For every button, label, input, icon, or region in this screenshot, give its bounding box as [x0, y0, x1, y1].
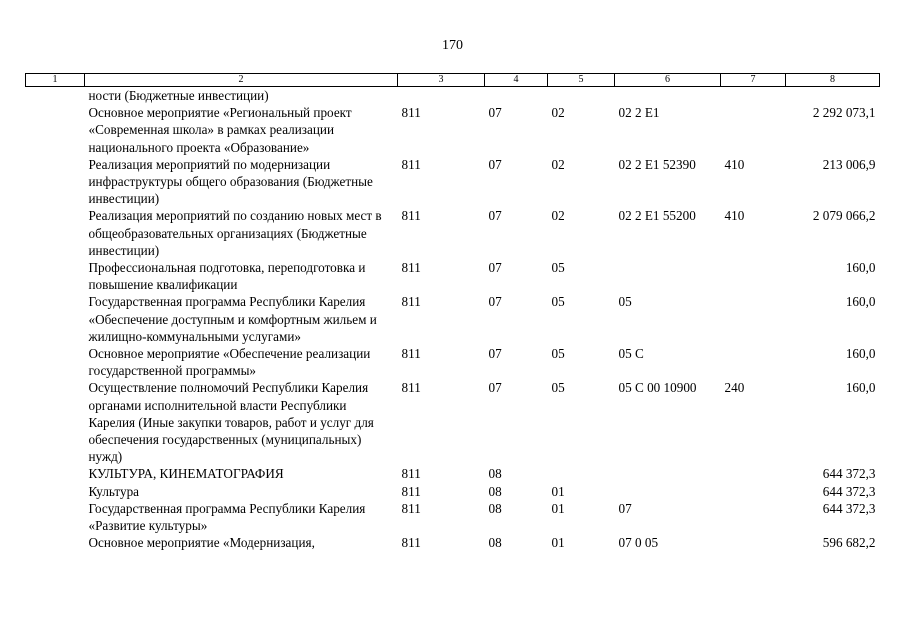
- target-article-cell: [615, 483, 721, 500]
- subsection-code-cell: 01: [551, 500, 565, 516]
- subsection-code-cell: 02: [551, 156, 565, 172]
- column-header: 2: [85, 74, 398, 87]
- amount-cell: 644 372,3: [822, 500, 876, 516]
- table-row: [26, 465, 880, 482]
- table-row: [26, 379, 880, 465]
- column-header: 3: [398, 74, 485, 87]
- description-cell: КУЛЬТУРА, КИНЕМАТОГРАФИЯ: [88, 466, 284, 482]
- column-number-header-row: [26, 74, 880, 87]
- target-article-cell: 05: [618, 294, 632, 310]
- section-code-cell: 07: [488, 294, 502, 310]
- expense-type-cell: [721, 259, 786, 293]
- amount-cell: 596 682,2: [822, 535, 876, 551]
- ministry-code-cell: 811: [401, 483, 421, 499]
- row-number-cell: [26, 465, 85, 482]
- expense-type-cell: [721, 500, 786, 534]
- amount-cell: 213 006,9: [822, 156, 876, 172]
- section-code-cell: 08: [488, 500, 502, 516]
- row-number-cell: [26, 345, 85, 379]
- expense-type-cell: [721, 483, 786, 500]
- target-article-cell: 07: [618, 500, 632, 516]
- table-row: [26, 345, 880, 379]
- expense-type-cell: [721, 534, 786, 551]
- table-body: [26, 87, 880, 552]
- subsection-code-cell: [548, 465, 615, 482]
- subsection-code-cell: 05: [551, 260, 565, 276]
- target-article-cell: [615, 259, 721, 293]
- table-row: [26, 534, 880, 551]
- table-row: [26, 483, 880, 500]
- amount-cell: [786, 87, 880, 105]
- expense-type-cell: 240: [724, 380, 745, 396]
- row-number-cell: [26, 259, 85, 293]
- description-cell: Культура: [88, 483, 140, 499]
- row-number-cell: [26, 104, 85, 156]
- amount-cell: 2 079 066,2: [812, 208, 876, 224]
- subsection-code-cell: 05: [551, 294, 565, 310]
- subsection-code-cell: [548, 87, 615, 105]
- table-row: [26, 293, 880, 345]
- description-cell: Профессиональная подготовка, переподготовка и повышение квалификации: [88, 260, 366, 293]
- section-code-cell: 07: [488, 156, 502, 172]
- ministry-code-cell: 811: [401, 535, 421, 551]
- subsection-code-cell: 01: [551, 483, 565, 499]
- table-row: [26, 87, 880, 105]
- target-article-cell: 07 0 05: [618, 535, 659, 551]
- expense-type-cell: 410: [724, 208, 745, 224]
- table-row: [26, 500, 880, 534]
- description-cell: Реализация мероприятий по модернизации инфраструктуры общего образования (Бюджетные инвестиции): [88, 156, 373, 207]
- section-code-cell: 08: [488, 483, 502, 499]
- column-header: 1: [26, 74, 85, 87]
- expense-type-cell: [721, 87, 786, 105]
- page-number: 170: [442, 38, 463, 53]
- section-code-cell: [485, 87, 548, 105]
- amount-cell: 160,0: [845, 294, 876, 310]
- amount-cell: 160,0: [845, 380, 876, 396]
- target-article-cell: 02 2 E1 52390: [618, 156, 696, 172]
- section-code-cell: 08: [488, 466, 502, 482]
- amount-cell: 2 292 073,1: [812, 105, 876, 121]
- expense-type-cell: [721, 465, 786, 482]
- table-row: [26, 259, 880, 293]
- subsection-code-cell: 05: [551, 346, 565, 362]
- row-number-cell: [26, 156, 85, 208]
- ministry-code-cell: 811: [401, 466, 421, 482]
- amount-cell: 160,0: [845, 260, 876, 276]
- column-header: 8: [786, 74, 880, 87]
- ministry-code-cell: 811: [401, 156, 421, 172]
- expense-type-cell: 410: [724, 156, 745, 172]
- target-article-cell: 02 2 E1 55200: [618, 208, 696, 224]
- ministry-code-cell: 811: [401, 380, 421, 396]
- ministry-code-cell: 811: [401, 294, 421, 310]
- column-header: 4: [485, 74, 548, 87]
- table-row: [26, 207, 880, 259]
- row-number-cell: [26, 534, 85, 551]
- description-cell: Основное мероприятие «Модернизация,: [88, 535, 315, 551]
- column-header: 5: [548, 74, 615, 87]
- budget-table: [25, 73, 880, 551]
- expense-type-cell: [721, 104, 786, 156]
- ministry-code-cell: [398, 87, 485, 105]
- row-number-cell: [26, 293, 85, 345]
- section-code-cell: 07: [488, 105, 502, 121]
- section-code-cell: 07: [488, 208, 502, 224]
- expense-type-cell: [721, 345, 786, 379]
- target-article-cell: [615, 465, 721, 482]
- description-cell: Осуществление полномочий Республики Карелия органами исполнительной власти Республики Карелия (Иные закупки товаров, работ и услуг для обеспечения государственных (муниципальных) нужд): [88, 380, 374, 465]
- ministry-code-cell: 811: [401, 105, 421, 121]
- target-article-cell: 05 С: [618, 346, 644, 362]
- description-cell: Государственная программа Республики Карелия «Развитие культуры»: [88, 500, 366, 534]
- table-row: [26, 104, 880, 156]
- subsection-code-cell: 02: [551, 208, 565, 224]
- row-number-cell: [26, 500, 85, 534]
- ministry-code-cell: 811: [401, 260, 421, 276]
- column-header: 7: [721, 74, 786, 87]
- column-header: 6: [615, 74, 721, 87]
- section-code-cell: 07: [488, 260, 502, 276]
- ministry-code-cell: 811: [401, 500, 421, 516]
- section-code-cell: 07: [488, 346, 502, 362]
- expense-type-cell: [721, 293, 786, 345]
- section-code-cell: 07: [488, 380, 502, 396]
- row-number-cell: [26, 483, 85, 500]
- description-cell: Основное мероприятие «Обеспечение реализации государственной программы»: [88, 346, 371, 379]
- ministry-code-cell: 811: [401, 208, 421, 224]
- amount-cell: 160,0: [845, 346, 876, 362]
- description-cell: Государственная программа Республики Карелия «Обеспечение доступным и комфортным жильем и жилищно-коммунальными услугами»: [88, 294, 377, 344]
- target-article-cell: 02 2 E1: [618, 105, 660, 121]
- row-number-cell: [26, 87, 85, 105]
- amount-cell: 644 372,3: [822, 466, 876, 482]
- description-cell: ности (Бюджетные инвестиции): [88, 88, 269, 103]
- description-cell: Основное мероприятие «Региональный проект «Современная школа» в рамках реализации национального проекта «Образование»: [88, 105, 352, 155]
- subsection-code-cell: 02: [551, 105, 565, 121]
- subsection-code-cell: 05: [551, 380, 565, 396]
- ministry-code-cell: 811: [401, 346, 421, 362]
- subsection-code-cell: 01: [551, 535, 565, 551]
- description-cell: Реализация мероприятий по созданию новых мест в общеобразовательных организациях (Бюджетные инвестиции): [88, 208, 382, 258]
- section-code-cell: 08: [488, 535, 502, 551]
- table-row: [26, 156, 880, 208]
- target-article-cell: 05 С 00 10900: [618, 380, 697, 396]
- row-number-cell: [26, 379, 85, 465]
- target-article-cell: [615, 87, 721, 105]
- amount-cell: 644 372,3: [822, 483, 876, 499]
- row-number-cell: [26, 207, 85, 259]
